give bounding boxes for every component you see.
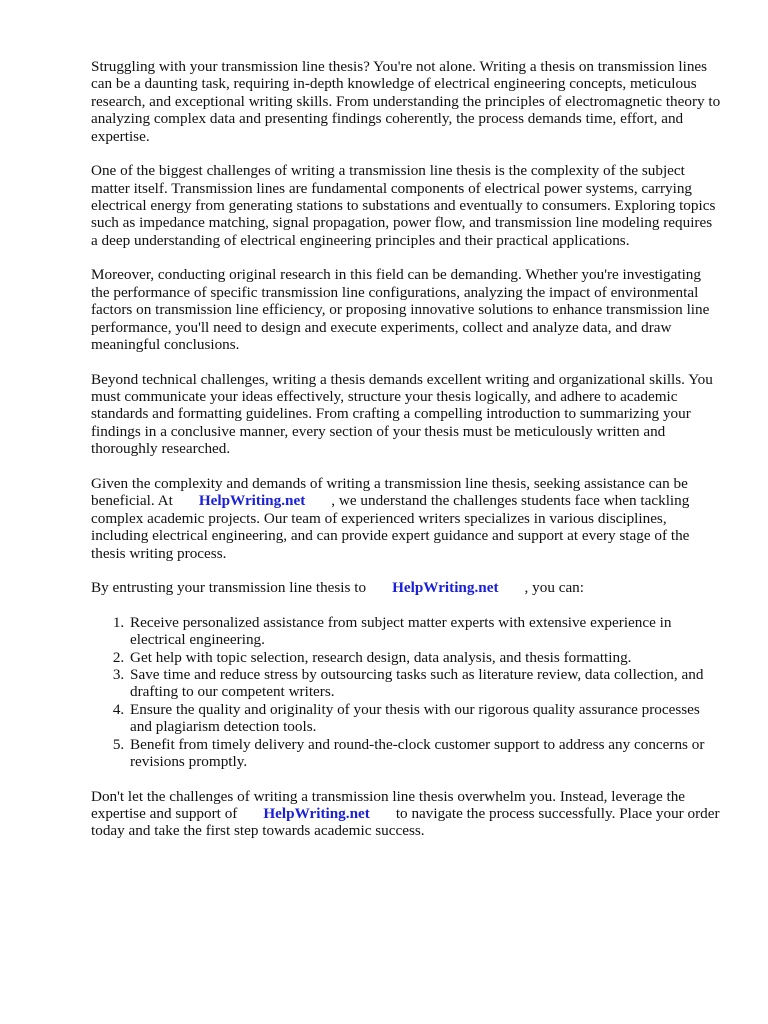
list-item: 3. Save time and reduce stress by outsourcing tasks such as literature review, data collection, and drafting to our competent writers. [128, 666, 721, 701]
entrusting-text-start: By entrusting your transmission line thesis to [91, 579, 367, 597]
closing-paragraph [91, 788, 721, 840]
assistance-text-end: , we understand the challenges students face when tackling complex academic projects. Our team of experienced writers specializes in various disciplines, including electrical engineering, and can provide expert guidance and support at every stage of the thesis writing process. [91, 492, 690, 562]
list-item: 4. Ensure the quality and originality of your thesis with our rigorous quality assurance processes and plagiarism detection tools. [128, 701, 721, 736]
closing-text-start: Don't let the challenges of writing a transmission line thesis overwhelm you. Instead, leverage the expertise and support of [91, 787, 686, 822]
challenges-paragraph: One of the biggest challenges of writing a transmission line thesis is the complexity of the subject matter itself. Transmission lines are fundamental components of electrical power systems, carrying electrical energy from generating stations to substations and eventually to consumers. Exploring topics such as impedance matching, signal propagation, power flow, and transmission line modeling requires a deep understanding of electrical engineering principles and their practical applications. [91, 162, 716, 249]
writing-skills-paragraph: Beyond technical challenges, writing a thesis demands excellent writing and organizational skills. You must communicate your ideas effectively, structure your thesis logically, and adhere to academic standards and formatting guidelines. From crafting a compelling introduction to summarizing your findings in a conclusive manner, every section of your thesis must be meticulously written and thoroughly researched. [91, 370, 713, 458]
assistance-paragraph [91, 475, 721, 562]
intro-paragraph: Struggling with your transmission line thesis? You're not alone. Writing a thesis on transmission lines can be a daunting task, requiring in-depth knowledge of electrical engineering concepts, meticulous research, and exceptional writing skills. From understanding the principles of electromagnetic theory to analyzing complex data and presenting findings coherently, the process demands time, effort, and expertise. [91, 58, 721, 145]
list-item: 5. Benefit from timely delivery and round-the-clock customer support to address any concerns or revisions promptly. [128, 736, 721, 771]
research-paragraph: Moreover, conducting original research in this field can be demanding. Whether you're investigating the performance of specific transmission line configurations, analyzing the impact of environmental factors on transmission line efficiency, or proposing innovative solutions to enhance transmission line performance, you'll need to design and execute experiments, collect and analyze data, and draw meaningful conclusions. [91, 266, 710, 354]
list-item: 2. Get help with topic selection, research design, data analysis, and thesis formatting. [128, 649, 721, 666]
helpwriting-link[interactable]: HelpWriting.net [263, 804, 370, 822]
benefits-list [91, 614, 721, 771]
entrusting-text-end: , you can: [524, 579, 584, 597]
closing-text-end: to navigate the process successfully. Place your order today and take the first step towards academic success. [91, 804, 720, 840]
entrusting-paragraph [91, 579, 721, 596]
helpwriting-link[interactable]: HelpWriting.net [392, 579, 499, 597]
document-body [91, 58, 721, 857]
list-item: 1. Receive personalized assistance from subject matter experts with extensive experience in electrical engineering. [128, 614, 721, 649]
helpwriting-link[interactable]: HelpWriting.net [198, 492, 306, 510]
assistance-text-start: Given the complexity and demands of writing a transmission line thesis, seeking assistance can be beneficial. At [91, 474, 688, 510]
